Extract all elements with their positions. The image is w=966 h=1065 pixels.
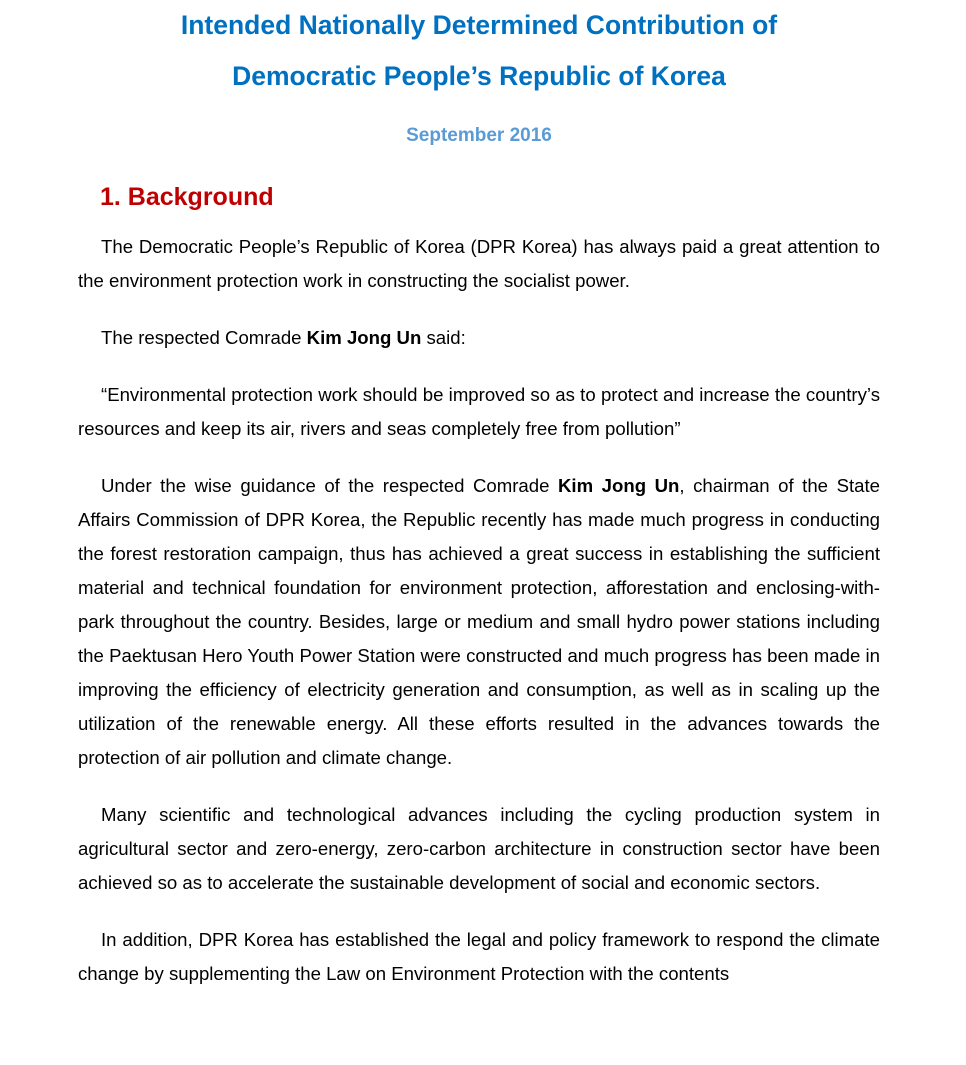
paragraph-4-text-b: , chairman of the State Affairs Commission of DPR Korea, the Republic recently has made much progress in conducting the forest restoration campaign, thus has achieved a great success in establishing the sufficient material and technical foundation for environment protection, afforestation and enclosing-with-park throughout the country. Besides, large or medium and small hydro power stations including the Paektusan Hero Youth Power Station were constructed and much progress has been made in improving the efficiency of electricity generation and consumption, as well as in scaling up the utilization of the renewable energy. All these efforts resulted in the advances towards the protection of air pollution and climate change. <box>78 475 880 768</box>
leader-name: Kim Jong Un <box>557 475 680 496</box>
paragraph-1: The Democratic People’s Republic of Korea (DPR Korea) has always paid a great attention to the environment protection work in constructing the socialist power. <box>78 236 880 291</box>
document-date: September 2016 <box>406 125 552 146</box>
title-line-2: Democratic People’s Republic of Korea <box>232 61 726 91</box>
title-line-1: Intended Nationally Determined Contribution of <box>180 10 778 40</box>
paragraph-2 <box>78 321 880 355</box>
document-title <box>78 0 880 102</box>
paragraph-3-quote: “Environmental protection work should be improved so as to protect and increase the country’s resources and keep its air, rivers and seas completely free from pollution” <box>78 384 880 439</box>
paragraph-6: In addition, DPR Korea has established the legal and policy framework to respond the climate change by supplementing the Law on Environment Protection with the contents <box>78 929 880 984</box>
document-body <box>78 230 880 1014</box>
paragraph-4 <box>78 469 880 775</box>
leader-name: Kim Jong Un <box>306 327 422 348</box>
paragraph-2-text-b: said: <box>421 327 466 348</box>
document-page <box>78 0 880 984</box>
section-heading-background: 1. Background <box>100 183 274 211</box>
paragraph-5: Many scientific and technological advances including the cycling production system in agricultural sector and zero-energy, zero-carbon architecture in construction sector have been achieved so as to accelerate the sustainable development of social and economic sectors. <box>78 804 880 893</box>
paragraph-4-text-a: Under the wise guidance of the respected Comrade <box>101 475 558 496</box>
paragraph-2-text-a: The respected Comrade <box>101 327 307 348</box>
